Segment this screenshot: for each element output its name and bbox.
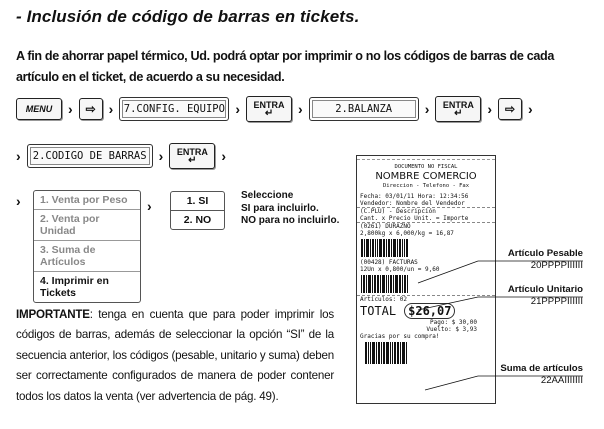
chevron-right-icon: › xyxy=(16,148,21,164)
menu-item[interactable]: 3. Suma de Artículos xyxy=(34,241,140,272)
chevron-right-icon: › xyxy=(298,101,303,117)
receipt-articles-count: Articulos: 02 xyxy=(357,295,495,303)
receipt-vuelto: Vuelto: $ 3,93 xyxy=(426,326,477,333)
important-note: IMPORTANTE: tenga en cuenta que para poder imprimir los códigos de barras, además de seleccionar la opción “SI” de la secuencia anterior, los códigos (pesable, unitario y suma) deben ser correctamente configurados de manera de poder contener todos los datos la venta (ver advertencia de pág. 49). xyxy=(16,308,334,403)
chevron-right-icon: › xyxy=(147,198,152,214)
chevron-right-icon: › xyxy=(158,148,164,164)
receipt-address: Direccion - Telefono - Fax xyxy=(382,183,470,189)
receipt-item2-calc: 12Un x 0,800/un = 9,60 xyxy=(360,266,440,273)
receipt-business-name: NOMBRE COMERCIO xyxy=(375,171,477,182)
callout-line-unitario-leader xyxy=(418,297,478,310)
receipt-total-label: TOTAL xyxy=(360,304,397,318)
chevron-right-icon: › xyxy=(108,101,114,117)
entra-key[interactable]: ENTRA ↵ xyxy=(169,143,215,169)
receipt-col-header-2: Cant. x Precio Unit. = Importe xyxy=(357,215,495,223)
menu-item-selected[interactable]: 4. Imprimir en Tickets xyxy=(40,275,109,299)
chevron-right-icon: › xyxy=(235,101,241,117)
menu-key[interactable]: MENU xyxy=(16,98,62,120)
chevron-right-icon: › xyxy=(68,101,73,117)
label-pesable: Artículo Pesable 20PPPPIIIIII xyxy=(507,248,583,271)
receipt-item2: (00428) FACTURAS xyxy=(360,259,418,266)
chevron-right-icon: › xyxy=(487,101,493,117)
label-suma: Suma de artículos 22AAIIIIIII xyxy=(500,363,583,386)
receipt-col-header: (C.PLU) - Descripción xyxy=(360,208,436,215)
chevron-right-icon: › xyxy=(528,101,533,117)
page-title: - Inclusión de código de barras en tickets. xyxy=(16,7,360,26)
receipt-header-small: DOCUMENTO NO FISCAL xyxy=(394,164,458,170)
receipt-seller: Vendedor: Nombre del Vendedor xyxy=(357,200,495,208)
chevron-right-icon: › xyxy=(424,101,430,117)
receipt-thanks: Gracias por su compra! xyxy=(360,333,440,340)
receipt-pago: Pago: $ 30,00 xyxy=(430,319,477,326)
display-codigo-barras: 2.CODIGO DE BARRAS xyxy=(27,144,153,168)
receipt-total-value: $26,07 xyxy=(404,303,455,319)
menu-item[interactable]: 1. Venta por Peso xyxy=(34,191,140,210)
chevron-right-icon: › xyxy=(16,193,21,209)
plu-arrow-key[interactable]: ⇨ xyxy=(79,98,103,120)
callout-line-pesable-leader xyxy=(418,261,478,283)
entra-key[interactable]: ENTRA ↵ xyxy=(435,96,481,122)
menu-item[interactable]: 2. Venta por Unidad xyxy=(34,210,140,241)
callout-line-suma-leader xyxy=(425,376,478,390)
receipt-date: Fecha: 03/01/11 Hora: 12:34:56 xyxy=(360,193,469,200)
option-no[interactable]: 2. NO xyxy=(183,214,212,226)
option-si[interactable]: 1. SI xyxy=(171,192,224,211)
select-instructions: Seleccione SI para incluirlo. NO para no incluirlo. xyxy=(241,190,340,226)
receipt-item1-calc: 2,800kg x 6,000/kg = 16,87 xyxy=(360,230,454,237)
entra-key[interactable]: ENTRA ↵ xyxy=(246,96,292,122)
plu-arrow-key[interactable]: ⇨ xyxy=(498,98,522,120)
display-config-equipo: 7.CONFIG. EQUIPO xyxy=(119,97,229,121)
chevron-right-icon: › xyxy=(221,148,227,164)
display-balanza: 2.BALANZA xyxy=(309,97,419,121)
receipt-item1: (0261) DURAZNO xyxy=(360,223,411,230)
label-unitario: Artículo Unitario 21PPPPIIIIII xyxy=(507,284,583,307)
intro-paragraph: A fin de ahorrar papel térmico, Ud. podrá optar por imprimir o no los códigos de barras de cada artículo en el ticket, de acuerdo a su necesidad. xyxy=(16,49,555,84)
